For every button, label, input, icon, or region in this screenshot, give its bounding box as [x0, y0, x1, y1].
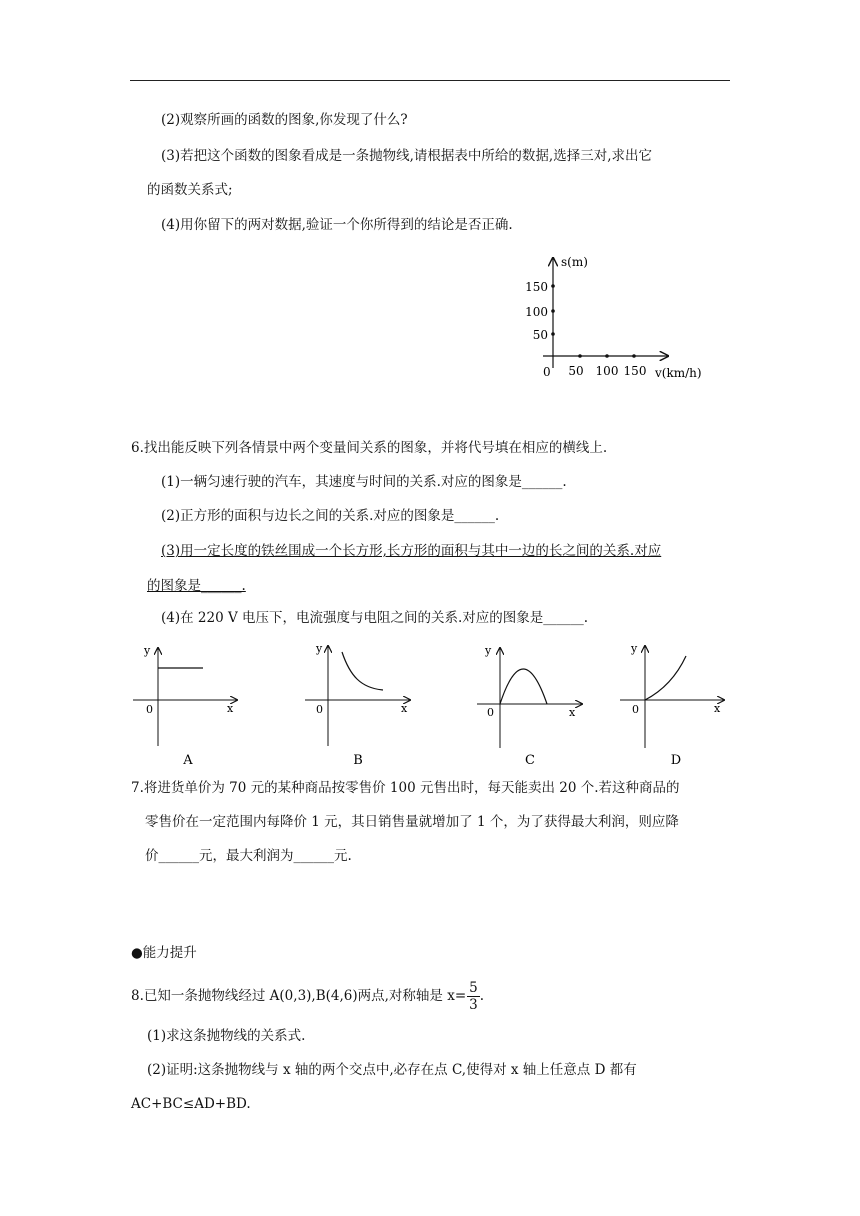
graph-c-curve	[500, 669, 547, 704]
q6-part1: (1)一辆匀速行驶的汽车，其速度与时间的关系.对应的图象是______.	[161, 474, 567, 490]
graph-a	[125, 638, 250, 768]
q7-line1: 7.将进货单价为 70 元的某种商品按零售价 100 元售出时，每天能卖出 20 个.若这种商品的	[131, 780, 680, 796]
fraction-five-thirds	[467, 980, 480, 1013]
y-tick-dot	[551, 309, 555, 313]
graph-b-origin: 0	[316, 703, 323, 716]
q8-part2-line2: AC+BC≤AD+BD.	[131, 1096, 251, 1112]
speed-distance-axes	[525, 252, 725, 382]
graph-c-y-label: y	[485, 644, 492, 657]
y-tick-dot	[551, 332, 555, 336]
q8-stem-text: 8.已知一条抛物线经过 A(0,3),B(4,6)两点,对称轴是 x=	[131, 988, 467, 1004]
x-axis-label: v(km/h)	[655, 366, 702, 380]
q8-stem	[131, 976, 484, 1016]
q6-part3-line2: 的图象是______.	[147, 578, 246, 594]
q8-stem-end: .	[479, 988, 485, 1004]
q7-line3: 价______元，最大利润为______元.	[145, 848, 352, 864]
q5-part3-line1: (3)若把这个函数的图象看成是一条抛物线,请根据表中所给的数据,选择三对,求出它	[161, 148, 652, 164]
x-tick-label: 100	[595, 364, 619, 378]
y-tick-label: 100	[525, 305, 548, 319]
y-tick-dot	[551, 284, 555, 288]
graph-a-y-label: y	[144, 644, 151, 657]
graph-b-caption: B	[353, 753, 363, 768]
q5-part2: (2)观察所画的函数的图象,你发现了什么?	[161, 112, 408, 128]
section-heading: ●能力提升	[131, 945, 197, 961]
graph-d-origin: 0	[632, 703, 639, 716]
graph-c-x-label: x	[569, 706, 576, 719]
q5-part4: (4)用你留下的两对数据,验证一个你所得到的结论是否正确.	[161, 217, 513, 233]
graph-d	[612, 638, 737, 768]
graph-d-caption: D	[670, 753, 682, 768]
fraction-denominator: 3	[469, 997, 478, 1013]
graph-b-y-label: y	[316, 642, 323, 655]
graph-d-x-label: x	[714, 702, 721, 715]
graph-c-caption: C	[525, 753, 535, 768]
x-tick-dot	[578, 354, 582, 358]
graph-b	[295, 638, 420, 768]
q5-part3-line2: 的函数关系式;	[147, 182, 233, 198]
q6-stem: 6.找出能反映下列各情景中两个变量间关系的图象，并将代号填在相应的横线上.	[131, 440, 608, 456]
q8-part1: (1)求这条抛物线的关系式.	[147, 1028, 306, 1044]
header-rule	[130, 80, 730, 81]
graph-c	[465, 638, 590, 768]
x-tick-dot	[605, 354, 609, 358]
y-tick-label: 150	[525, 280, 548, 294]
graph-d-y-label: y	[631, 642, 638, 655]
x-tick-dot	[632, 354, 636, 358]
x-tick-label: 50	[568, 364, 584, 378]
graph-b-x-label: x	[401, 702, 408, 715]
q7-line2: 零售价在一定范围内每降价 1 元，其日销售量就增加了 1 个，为了获得最大利润，则应降	[145, 814, 679, 830]
y-tick-label: 50	[532, 328, 548, 342]
q8-part2-line1: (2)证明:这条抛物线与 x 轴的两个交点中,必存在点 C,使得对 x 轴上任意点 D 都有	[147, 1062, 637, 1078]
graph-a-origin: 0	[146, 703, 153, 716]
graph-c-origin: 0	[487, 706, 494, 719]
origin-label: 0	[543, 365, 551, 379]
x-tick-label: 150	[623, 364, 647, 378]
q6-part4: (4)在 220 V 电压下，电流强度与电阻之间的关系.对应的图象是______.	[161, 610, 589, 626]
graph-a-caption: A	[183, 753, 193, 768]
q6-part2: (2)正方形的面积与边长之间的关系.对应的图象是______.	[161, 508, 500, 524]
graph-b-curve	[342, 652, 383, 690]
q6-part3-line1: (3)用一定长度的铁丝围成一个长方形,长方形的面积与其中一边的长之间的关系.对应	[161, 543, 662, 559]
graph-a-x-label: x	[227, 702, 234, 715]
fraction-numerator: 5	[469, 980, 478, 996]
y-axis-label: s(m)	[561, 255, 588, 269]
graph-d-curve	[645, 656, 686, 700]
